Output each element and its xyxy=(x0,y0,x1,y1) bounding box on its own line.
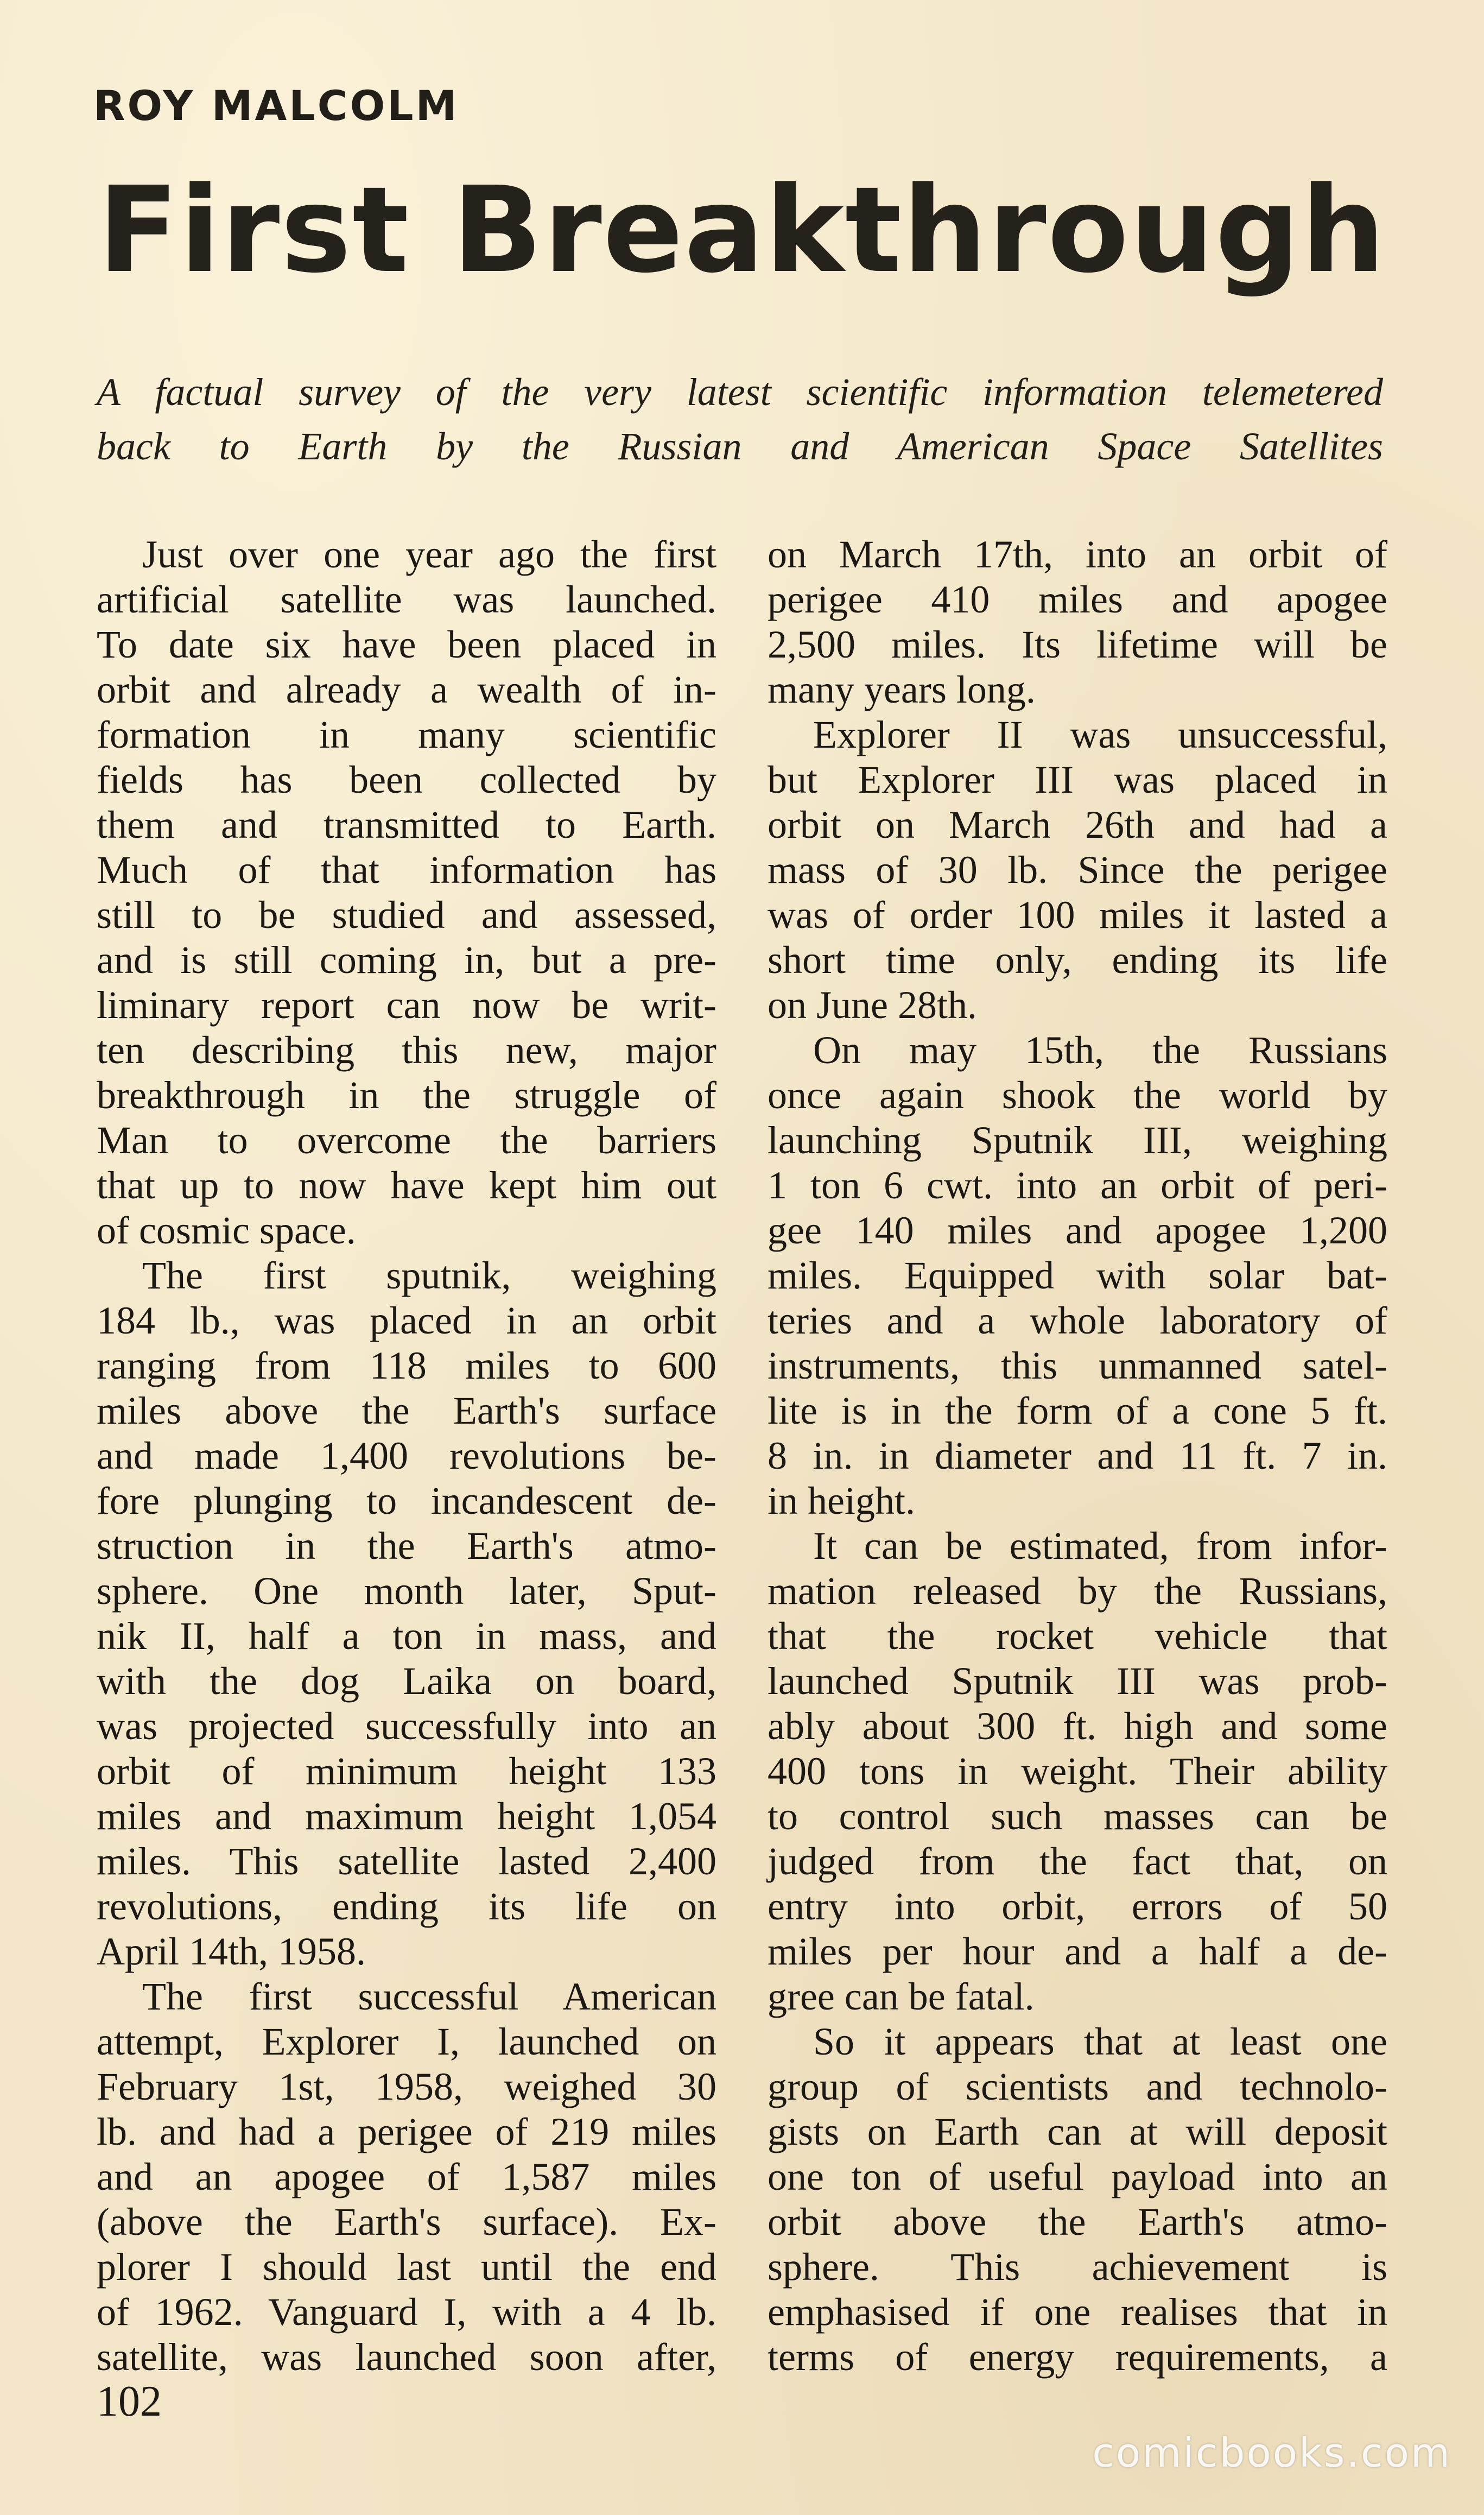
text-line: miles. Equipped with solar bat- xyxy=(768,1254,1387,1297)
text-line: On may 15th, the Russians xyxy=(813,1028,1387,1072)
text-line: It can be estimated, from infor- xyxy=(813,1524,1387,1568)
text-line: was projected successfully into an xyxy=(97,1704,716,1748)
watermark-logo: comicbooks.com xyxy=(1092,2430,1451,2476)
text-line: ten describing this new, major xyxy=(97,1028,716,1072)
text-line: ranging from 118 miles to 600 xyxy=(97,1344,716,1387)
page-number: 102 xyxy=(97,2378,162,2425)
text-line: lite is in the form of a cone 5 ft. xyxy=(768,1389,1387,1432)
text-line: revolutions, ending its life on xyxy=(97,1885,716,1928)
text-line: Explorer II was unsuccessful, xyxy=(813,713,1387,756)
text-line: 184 lb., was placed in an orbit xyxy=(97,1299,716,1342)
text-line: one ton of useful payload into an xyxy=(768,2155,1387,2198)
text-line: still to be studied and assessed, xyxy=(97,893,716,937)
text-line: judged from the fact that, on xyxy=(768,1840,1387,1883)
text-line: many years long. xyxy=(768,668,1036,711)
subtitle-line: back to Earth by the Russian and American Space Satellites xyxy=(97,425,1383,468)
text-line: plorer I should last until the end xyxy=(97,2245,716,2289)
text-line: terms of energy requirements, a xyxy=(768,2335,1387,2379)
text-line: February 1st, 1958, weighed 30 xyxy=(97,2065,716,2108)
text-line: mation released by the Russians, xyxy=(768,1569,1387,1613)
text-line: 2,500 miles. Its lifetime will be xyxy=(768,623,1387,666)
text-line: Man to overcome the barriers xyxy=(97,1119,716,1162)
text-line: The first sputnik, weighing xyxy=(142,1254,716,1297)
subtitle-line: A factual survey of the very latest scientific information telemetered xyxy=(97,370,1383,414)
text-line: To date six have been placed in xyxy=(97,623,716,666)
text-line: breakthrough in the struggle of xyxy=(97,1073,716,1117)
text-line: orbit of minimum height 133 xyxy=(97,1749,716,1793)
text-line: 1 ton 6 cwt. into an orbit of peri- xyxy=(768,1164,1387,1207)
text-line: miles and maximum height 1,054 xyxy=(97,1794,716,1838)
text-line: sphere. This achievement is xyxy=(768,2245,1387,2289)
text-line: satellite, was launched soon after, xyxy=(97,2335,716,2379)
text-line: 8 in. in diameter and 11 ft. 7 in. xyxy=(768,1434,1387,1477)
text-line: that up to now have kept him out xyxy=(97,1164,716,1207)
text-line: lb. and had a perigee of 219 miles xyxy=(97,2110,716,2153)
text-line: perigee 410 miles and apogee xyxy=(768,578,1387,621)
text-line: that the rocket vehicle that xyxy=(768,1614,1387,1658)
text-line: to control such masses can be xyxy=(768,1794,1387,1838)
text-line: orbit and already a wealth of in- xyxy=(97,668,716,711)
text-line: liminary report can now be writ- xyxy=(97,983,716,1027)
text-line: of 1962. Vanguard I, with a 4 lb. xyxy=(97,2290,716,2334)
text-line: instruments, this unmanned satel- xyxy=(768,1344,1387,1387)
text-line: on June 28th. xyxy=(768,983,977,1027)
text-line: on March 17th, into an orbit of xyxy=(768,533,1387,576)
text-line: launching Sputnik III, weighing xyxy=(768,1119,1387,1162)
article-subtitle xyxy=(97,365,1383,473)
text-line: Just over one year ago the first xyxy=(142,533,716,576)
text-line: orbit on March 26th and had a xyxy=(768,803,1387,846)
text-line: miles. This satellite lasted 2,400 xyxy=(97,1840,716,1883)
text-line: miles per hour and a half a de- xyxy=(768,1930,1387,1973)
text-line: but Explorer III was placed in xyxy=(768,758,1387,801)
text-line: attempt, Explorer I, launched on xyxy=(97,2020,716,2063)
text-line: struction in the Earth's atmo- xyxy=(97,1524,716,1568)
text-line: nik II, half a ton in mass, and xyxy=(97,1614,716,1658)
text-line: and an apogee of 1,587 miles xyxy=(97,2155,716,2198)
right-column xyxy=(768,532,1387,2380)
text-line: and is still coming in, but a pre- xyxy=(97,938,716,982)
text-line: launched Sputnik III was prob- xyxy=(768,1659,1387,1703)
text-line: orbit above the Earth's atmo- xyxy=(768,2200,1387,2244)
article-title: First Breakthrough xyxy=(98,162,1386,299)
text-line: miles above the Earth's surface xyxy=(97,1389,716,1432)
text-line: teries and a whole laboratory of xyxy=(768,1299,1387,1342)
text-line: group of scientists and technolo- xyxy=(768,2065,1387,2108)
text-line: entry into orbit, errors of 50 xyxy=(768,1885,1387,1928)
author-byline: ROY MALCOLM xyxy=(93,81,459,130)
text-line: The first successful American xyxy=(142,1975,716,2018)
left-column xyxy=(97,532,716,2380)
text-line: emphasised if one realises that in xyxy=(768,2290,1387,2334)
text-line: them and transmitted to Earth. xyxy=(97,803,716,846)
text-line: ably about 300 ft. high and some xyxy=(768,1704,1387,1748)
text-line: April 14th, 1958. xyxy=(97,1930,366,1973)
text-line: short time only, ending its life xyxy=(768,938,1387,982)
text-line: Much of that information has xyxy=(97,848,716,892)
text-line: sphere. One month later, Sput- xyxy=(97,1569,716,1613)
text-line: gree can be fatal. xyxy=(768,1975,1035,2018)
text-line: gists on Earth can at will deposit xyxy=(768,2110,1387,2153)
text-line: with the dog Laika on board, xyxy=(97,1659,716,1703)
text-line: fields has been collected by xyxy=(97,758,716,801)
text-line: 400 tons in weight. Their ability xyxy=(768,1749,1387,1793)
text-line: formation in many scientific xyxy=(97,713,716,756)
text-line: So it appears that at least one xyxy=(813,2020,1387,2063)
text-line: and made 1,400 revolutions be- xyxy=(97,1434,716,1477)
text-line: artificial satellite was launched. xyxy=(97,578,716,621)
text-line: gee 140 miles and apogee 1,200 xyxy=(768,1209,1387,1252)
text-line: fore plunging to incandescent de- xyxy=(97,1479,716,1522)
text-line: was of order 100 miles it lasted a xyxy=(768,893,1387,937)
text-line: mass of 30 lb. Since the perigee xyxy=(768,848,1387,892)
text-line: in height. xyxy=(768,1479,915,1522)
text-line: once again shook the world by xyxy=(768,1073,1387,1117)
text-line: (above the Earth's surface). Ex- xyxy=(97,2200,716,2244)
text-line: of cosmic space. xyxy=(97,1209,356,1252)
